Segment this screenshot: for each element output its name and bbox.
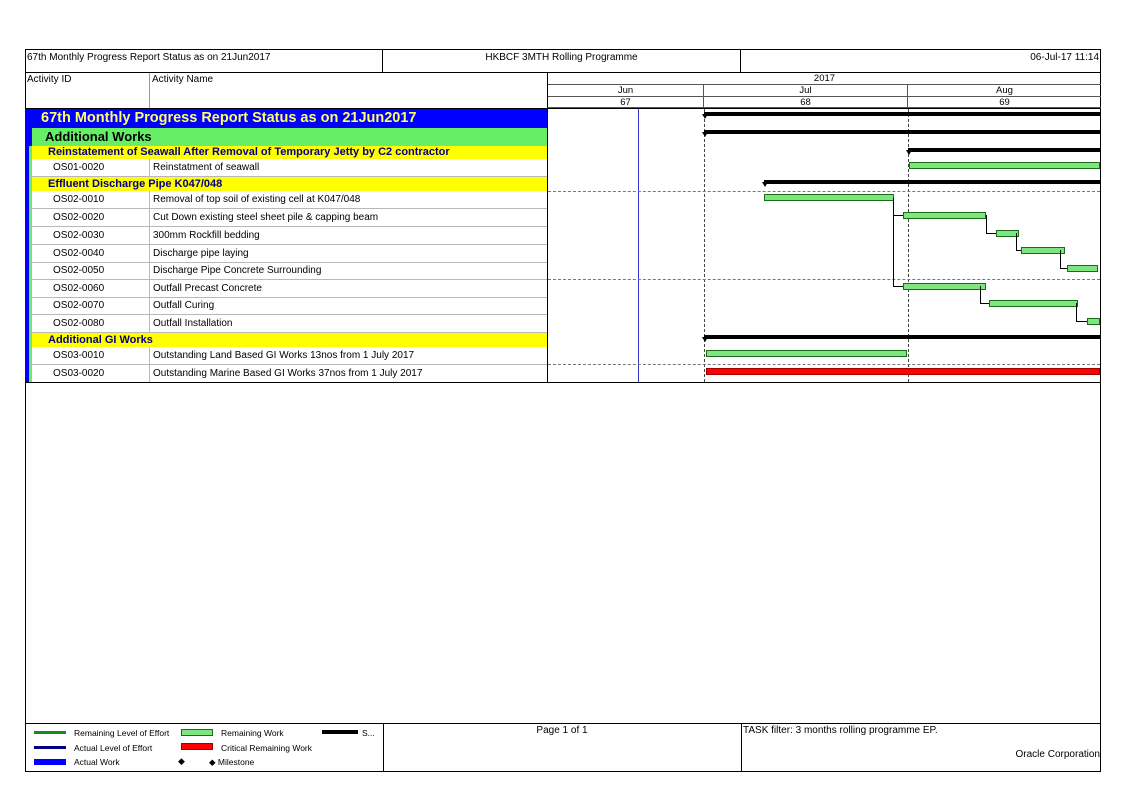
timescale-month-aug: Aug: [908, 85, 1101, 97]
legend-label-remaining-work: Remaining Work: [221, 728, 284, 738]
activity-name: Removal of top soil of existing cell at K047/048: [153, 194, 361, 205]
activity-name: Outstanding Land Based GI Works 13nos from 1 July 2017: [153, 350, 415, 361]
activity-bar-os02-0080[interactable]: [1087, 318, 1100, 325]
relationship-line: [893, 198, 894, 286]
wbs1-band[interactable]: [32, 128, 547, 146]
summary-bar-project[interactable]: [704, 112, 1100, 116]
wbs2-band-gi-works[interactable]: [32, 333, 547, 347]
legend-swatch-summary: [322, 730, 358, 734]
table-row[interactable]: [25, 209, 547, 227]
summary-bar-start-marker: [702, 132, 708, 137]
activity-id: OS02-0040: [53, 248, 105, 259]
legend-label-critical-remaining: Critical Remaining Work: [221, 743, 313, 753]
summary-bar-start-marker: [762, 182, 768, 187]
cell-separator: [149, 280, 150, 298]
footer-divider: [25, 723, 1101, 724]
table-row[interactable]: [25, 280, 547, 298]
legend-label-milestone-text: Milestone: [217, 757, 255, 767]
activity-id: OS02-0020: [53, 212, 105, 223]
cell-separator: [149, 159, 150, 177]
relationship-line: [980, 286, 981, 303]
activity-id: OS03-0020: [53, 368, 105, 379]
wbs2-band-seawall-label: Reinstatement of Seawall After Removal of Temporary Jetty by C2 contractor: [48, 146, 450, 158]
timescale-period-67: 67: [548, 97, 704, 108]
activity-bar-os02-0010[interactable]: [764, 194, 894, 201]
cell-separator: [149, 227, 150, 245]
task-filter: TASK filter: 3 months rolling programme EP.: [743, 725, 938, 736]
col-header-activity-name[interactable]: Activity Name: [150, 73, 548, 109]
summary-bar-start-marker: [702, 114, 708, 119]
activity-id: OS02-0080: [53, 318, 105, 329]
activity-name: Cut Down existing steel sheet pile & capping beam: [153, 212, 379, 223]
activity-id: OS02-0060: [53, 283, 105, 294]
critical-bar-os03-0020[interactable]: [706, 368, 1100, 375]
programme-title: HKBCF 3MTH Rolling Programme: [383, 49, 741, 73]
legend-swatch-critical-remaining: [181, 743, 213, 750]
activity-id: OS02-0050: [53, 265, 105, 276]
table-bottom-border: [25, 382, 1101, 383]
summary-bar-start-marker: [906, 150, 912, 155]
cell-separator: [149, 262, 150, 280]
timescale-period-68: 68: [704, 97, 908, 108]
table-row[interactable]: [25, 297, 547, 315]
activity-bar-os01-0020[interactable]: [909, 162, 1100, 169]
timescale-year: 2017: [548, 73, 1101, 85]
relationship-line: [893, 286, 903, 287]
relationship-line: [1060, 250, 1061, 268]
table-row[interactable]: [25, 347, 547, 365]
activity-id: OS02-0070: [53, 300, 105, 311]
wbs1-indent: [25, 128, 547, 146]
activity-name: Outfall Curing: [153, 300, 215, 311]
summary-bar-gi-works[interactable]: [704, 335, 1100, 339]
activity-id: OS02-0010: [53, 194, 105, 205]
gridline-band: [548, 279, 1100, 280]
summary-bar-start-marker: [702, 337, 708, 342]
report-title: 67th Monthly Progress Report Status as on 21Jun2017: [25, 49, 383, 73]
page-number: Page 1 of 1: [536, 725, 588, 736]
activity-bar-os02-0070[interactable]: [989, 300, 1078, 307]
cell-separator: [149, 297, 150, 315]
legend-swatch-actual-loe: [34, 746, 66, 749]
grid-gantt-divider: [547, 73, 548, 383]
relationship-line: [986, 215, 987, 233]
activity-name: Reinstatment of seawall: [153, 162, 260, 173]
timescale-month-jul: Jul: [704, 85, 908, 97]
project-band-label: 67th Monthly Progress Report Status as on 21Jun2017: [41, 110, 417, 126]
legend-diamond-icon: ◆: [178, 756, 185, 766]
activity-bar-os02-0040[interactable]: [1021, 247, 1065, 254]
activity-id: OS02-0030: [53, 230, 105, 241]
activity-bar-os02-0050[interactable]: [1067, 265, 1098, 272]
legend-label-actual-loe: Actual Level of Effort: [74, 743, 153, 753]
activity-bar-os03-0010[interactable]: [706, 350, 907, 357]
gridline-band: [548, 191, 1100, 192]
footer-separator: [741, 723, 742, 772]
table-row[interactable]: [25, 191, 547, 209]
cell-separator: [149, 245, 150, 263]
activity-name: Discharge Pipe Concrete Surrounding: [153, 265, 322, 276]
cell-separator: [149, 209, 150, 227]
cell-separator: [149, 191, 150, 209]
table-row[interactable]: [25, 227, 547, 245]
legend-label-summary: S...: [362, 728, 375, 738]
relationship-line: [1076, 303, 1077, 321]
gridline-band: [548, 364, 1100, 365]
relationship-line: [1060, 268, 1067, 269]
activity-name: Outstanding Marine Based GI Works 37nos from 1 July 2017: [153, 368, 423, 379]
legend-swatch-remaining-loe: [34, 731, 66, 734]
cell-separator: [149, 347, 150, 365]
wbs2-band-effluent[interactable]: [32, 177, 547, 191]
summary-bar-seawall[interactable]: [908, 148, 1100, 152]
summary-bar-effluent[interactable]: [764, 180, 1100, 184]
cell-separator: [149, 365, 150, 383]
table-row[interactable]: [25, 159, 547, 177]
table-row[interactable]: [25, 245, 547, 263]
relationship-line: [1016, 250, 1021, 251]
relationship-line: [893, 215, 903, 216]
activity-name: 300mm Rockfill bedding: [153, 230, 260, 241]
relationship-line: [1016, 233, 1017, 251]
activity-name: Discharge pipe laying: [153, 248, 249, 259]
timescale-month-jun: Jun: [548, 85, 704, 97]
project-band[interactable]: [25, 109, 547, 128]
relationship-line: [980, 303, 989, 304]
activity-id: OS03-0010: [53, 350, 105, 361]
col-header-activity-id[interactable]: Activity ID: [25, 73, 150, 109]
activity-name: Outfall Precast Concrete: [153, 283, 262, 294]
timescale-period-69: 69: [908, 97, 1101, 108]
wbs1-band-label: Additional Works: [45, 129, 152, 144]
summary-bar-additional-works[interactable]: [704, 130, 1100, 134]
legend-label-milestone: ◆ Milestone: [209, 757, 255, 767]
legend-swatch-actual-work: [34, 759, 66, 765]
wbs2-band-gi-works-label: Additional GI Works: [48, 334, 153, 346]
table-row[interactable]: [25, 315, 547, 333]
activity-id: OS01-0020: [53, 162, 105, 173]
table-row[interactable]: [25, 365, 547, 383]
legend-swatch-remaining-work: [181, 729, 213, 736]
company-name: Oracle Corporation: [1015, 749, 1100, 760]
wbs2-band-effluent-label: Effluent Discharge Pipe K047/048: [48, 178, 223, 190]
relationship-line: [1076, 321, 1087, 322]
activity-name: Outfall Installation: [153, 318, 233, 329]
relationship-line: [986, 233, 996, 234]
activity-bar-os02-0060[interactable]: [903, 283, 986, 290]
table-row[interactable]: [25, 262, 547, 280]
cell-separator: [149, 315, 150, 333]
legend-label-remaining-loe: Remaining Level of Effort: [74, 728, 170, 738]
legend-label-actual-work: Actual Work: [74, 757, 120, 767]
data-date-line: [638, 109, 639, 382]
report-datetime: 06-Jul-17 11:14: [741, 49, 1101, 73]
activity-bar-os02-0020[interactable]: [903, 212, 986, 219]
wbs2-band-seawall[interactable]: [32, 146, 547, 159]
